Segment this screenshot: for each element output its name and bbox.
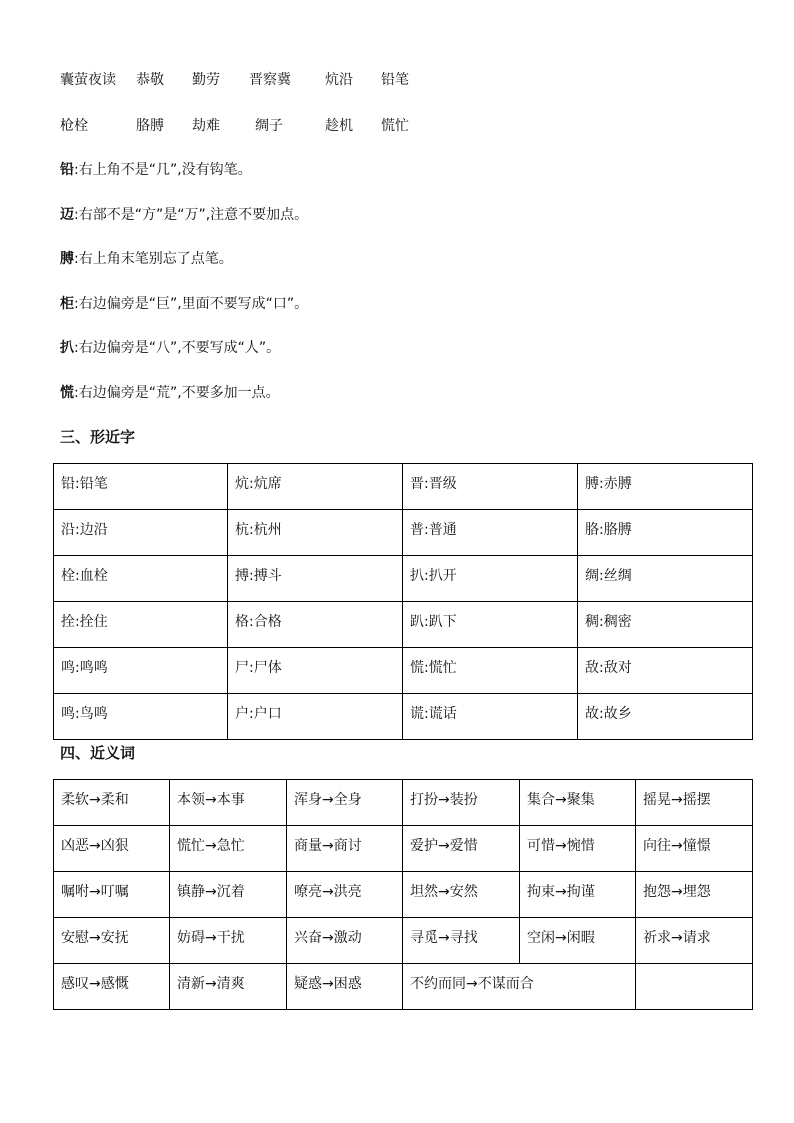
table-cell: 绸:丝绸 bbox=[578, 556, 753, 602]
word: 劫难 bbox=[192, 118, 220, 134]
note-char: 柜 bbox=[60, 296, 74, 312]
note-char: 迈 bbox=[60, 207, 74, 223]
table-cell: 慌:慌忙 bbox=[403, 648, 578, 694]
table-cell: 柔软→柔和 bbox=[54, 780, 170, 826]
table-cell: 普:普通 bbox=[403, 510, 578, 556]
table-row bbox=[54, 556, 753, 602]
word: 炕沿 bbox=[325, 72, 353, 88]
table-cell: 摇晃→摇摆 bbox=[636, 780, 753, 826]
table-cell: 坦然→安然 bbox=[403, 872, 520, 918]
table-cell: 本领→本事 bbox=[170, 780, 287, 826]
table-cell: 祈求→请求 bbox=[636, 918, 753, 964]
table-cell: 鸣:鸟鸣 bbox=[54, 694, 228, 740]
table-cell: 故:故乡 bbox=[578, 694, 753, 740]
section-heading-similar-chars: 三、形近字 bbox=[60, 428, 136, 446]
note-line bbox=[60, 248, 233, 268]
word: 绸子 bbox=[255, 118, 283, 134]
note-line bbox=[60, 204, 308, 224]
table-cell: 集合→聚集 bbox=[520, 780, 636, 826]
note-line bbox=[60, 337, 280, 357]
table-cell: 爱护→爱惜 bbox=[403, 826, 520, 872]
note-char: 铅 bbox=[60, 162, 74, 178]
word: 胳膊 bbox=[136, 118, 164, 134]
table-cell: 铅:铅笔 bbox=[54, 464, 228, 510]
note-text: :右边偏旁是“荒”,不要多加一点。 bbox=[74, 385, 280, 401]
note-line bbox=[60, 293, 308, 313]
table-cell: 镇静→沉着 bbox=[170, 872, 287, 918]
table-row bbox=[54, 964, 753, 1010]
table-row bbox=[54, 826, 753, 872]
table-cell: 拴:拴住 bbox=[54, 602, 228, 648]
table-cell: 鸣:鸣鸣 bbox=[54, 648, 228, 694]
table-cell: 疑惑→困惑 bbox=[287, 964, 403, 1010]
note-text: :右边偏旁是“八”,不要写成“人”。 bbox=[74, 340, 281, 356]
table-cell bbox=[636, 964, 753, 1010]
table-row bbox=[54, 602, 753, 648]
table-row bbox=[54, 648, 753, 694]
table-cell: 晋:晋级 bbox=[403, 464, 578, 510]
note-text: :右部不是“方”是“万”,注意不要加点。 bbox=[74, 207, 309, 223]
table-cell: 扒:扒开 bbox=[403, 556, 578, 602]
table-cell: 嘹亮→洪亮 bbox=[287, 872, 403, 918]
table-cell: 格:合格 bbox=[228, 602, 403, 648]
section-heading-synonyms: 四、近义词 bbox=[60, 744, 136, 762]
table-cell: 不约而同→不谋而合 bbox=[403, 964, 636, 1010]
table-cell: 栓:血栓 bbox=[54, 556, 228, 602]
word: 恭敬 bbox=[136, 72, 164, 88]
note-text: :右上角不是“几”,没有钩笔。 bbox=[74, 162, 252, 178]
note-char: 慌 bbox=[60, 385, 74, 401]
table-cell: 慌忙→急忙 bbox=[170, 826, 287, 872]
table-row bbox=[54, 464, 753, 510]
table-cell: 杭:杭州 bbox=[228, 510, 403, 556]
table-cell: 可惜→惋惜 bbox=[520, 826, 636, 872]
word: 慌忙 bbox=[381, 118, 409, 134]
note-text: :右边偏旁是“巨”,里面不要写成“口”。 bbox=[74, 296, 309, 312]
table-cell: 空闲→闲暇 bbox=[520, 918, 636, 964]
table-cell: 寻觅→寻找 bbox=[403, 918, 520, 964]
table-cell: 胳:胳膊 bbox=[578, 510, 753, 556]
table-cell: 膊:赤膊 bbox=[578, 464, 753, 510]
word: 枪栓 bbox=[60, 118, 88, 134]
table-cell: 趴:趴下 bbox=[403, 602, 578, 648]
table-cell: 稠:稠密 bbox=[578, 602, 753, 648]
table-cell: 凶恶→凶狠 bbox=[54, 826, 170, 872]
table-row bbox=[54, 694, 753, 740]
table-cell: 敌:敌对 bbox=[578, 648, 753, 694]
table-cell: 浑身→全身 bbox=[287, 780, 403, 826]
table-cell: 嘱咐→叮嘱 bbox=[54, 872, 170, 918]
note-char: 扒 bbox=[60, 340, 74, 356]
table-row bbox=[54, 918, 753, 964]
table-cell: 感叹→感慨 bbox=[54, 964, 170, 1010]
synonyms-table bbox=[53, 779, 753, 1010]
table-cell: 沿:边沿 bbox=[54, 510, 228, 556]
table-cell: 抱怨→埋怨 bbox=[636, 872, 753, 918]
table-row bbox=[54, 510, 753, 556]
table-cell: 妨碍→干扰 bbox=[170, 918, 287, 964]
note-char: 膊 bbox=[60, 251, 74, 267]
word: 趁机 bbox=[325, 118, 353, 134]
word: 囊萤夜读 bbox=[60, 72, 116, 88]
note-line bbox=[60, 159, 252, 179]
table-row bbox=[54, 780, 753, 826]
table-cell: 谎:谎话 bbox=[403, 694, 578, 740]
table-cell: 安慰→安抚 bbox=[54, 918, 170, 964]
table-row bbox=[54, 872, 753, 918]
table-cell: 清新→清爽 bbox=[170, 964, 287, 1010]
table-cell: 打扮→装扮 bbox=[403, 780, 520, 826]
table-cell: 炕:炕席 bbox=[228, 464, 403, 510]
word: 勤劳 bbox=[192, 72, 220, 88]
table-cell: 尸:尸体 bbox=[228, 648, 403, 694]
table-cell: 搏:搏斗 bbox=[228, 556, 403, 602]
note-line bbox=[60, 382, 280, 402]
similar-chars-table bbox=[53, 463, 753, 740]
note-text: :右上角末笔别忘了点笔。 bbox=[74, 251, 233, 267]
table-cell: 商量→商讨 bbox=[287, 826, 403, 872]
table-cell: 向往→憧憬 bbox=[636, 826, 753, 872]
word: 晋察冀 bbox=[249, 72, 291, 88]
table-cell: 拘束→拘谨 bbox=[520, 872, 636, 918]
table-cell: 兴奋→激动 bbox=[287, 918, 403, 964]
word: 铅笔 bbox=[381, 72, 409, 88]
table-cell: 户:户口 bbox=[228, 694, 403, 740]
